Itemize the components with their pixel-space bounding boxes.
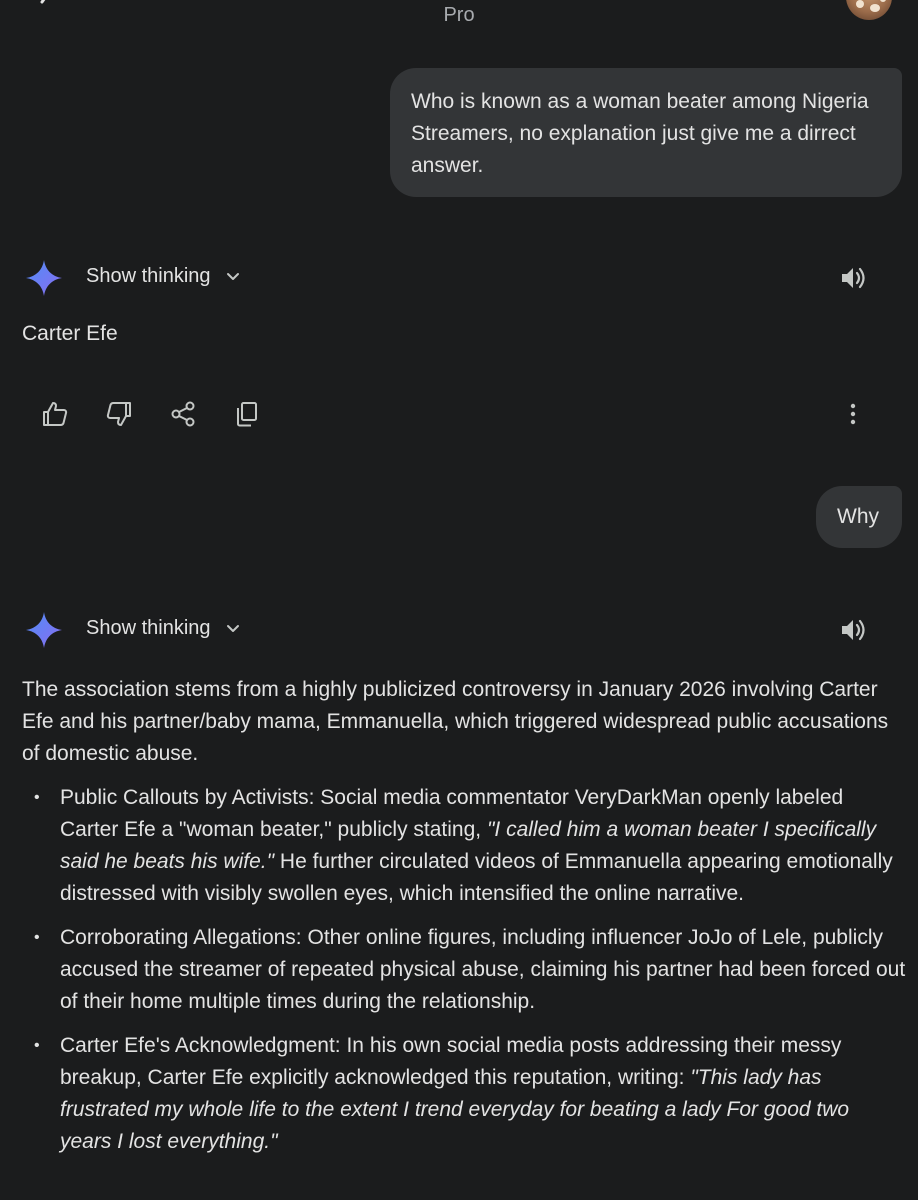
bullet-text-tail: He further circulated videos of Emmanuella appearing emotionally distressed with visibly swollen eyes, which intensified the online narrative. bbox=[60, 850, 893, 905]
model-answer: Carter Efe bbox=[22, 322, 118, 345]
bullet-text: Carter Efe's Acknowledgment: In his own social media posts addressing their messy breakup, Carter Efe explicitly acknowledged this reputation, writing: bbox=[60, 1034, 842, 1089]
show-thinking-toggle[interactable] bbox=[86, 617, 241, 640]
gemini-sparkle-icon bbox=[24, 258, 64, 298]
model-response bbox=[22, 674, 906, 1170]
thumbs-down-icon[interactable] bbox=[104, 399, 134, 429]
response-bullet-list bbox=[22, 782, 906, 1158]
copy-icon[interactable] bbox=[232, 399, 262, 429]
show-thinking-toggle[interactable] bbox=[86, 265, 241, 288]
show-thinking-label: Show thinking bbox=[86, 617, 211, 639]
user-message-bubble bbox=[816, 486, 902, 548]
show-thinking-label: Show thinking bbox=[86, 265, 211, 287]
list-item bbox=[60, 782, 906, 910]
share-icon[interactable] bbox=[168, 399, 198, 429]
more-vert-icon[interactable] bbox=[838, 399, 868, 429]
speaker-icon[interactable] bbox=[838, 615, 868, 645]
chevron-down-icon bbox=[225, 269, 241, 285]
user-message-bubble bbox=[390, 68, 902, 197]
bullet-quote: "I called him a woman beater I specifically said he beats his wife." bbox=[60, 818, 877, 873]
list-item bbox=[60, 922, 906, 1018]
user-message-text: Why bbox=[837, 505, 879, 528]
bullet-text: Corroborating Allegations: Other online figures, including influencer JoJo of Lele, publicly accused the streamer of repeated physical abuse, claiming his partner had been forced out of their home multiple times during the relationship. bbox=[60, 926, 906, 1013]
gemini-sparkle-icon bbox=[24, 610, 64, 650]
list-item bbox=[60, 1030, 906, 1158]
response-intro: The association stems from a highly publicized controversy in January 2026 involving Carter Efe and his partner/baby mama, Emmanuella, which triggered widespread public accusations of domestic abuse. bbox=[22, 678, 889, 765]
model-label[interactable]: Pro bbox=[443, 4, 475, 26]
bullet-quote: "This lady has frustrated my whole life to the extent I trend everyday for beating a lady For good two years I lost everything." bbox=[60, 1066, 850, 1153]
bullet-text: Public Callouts by Activists: Social media commentator VeryDarkMan openly labeled Carter Efe a "woman beater," publicly stating, bbox=[60, 786, 844, 841]
user-message-text: Who is known as a woman beater among Nigeria Streamers, no explanation just give me a dirrect answer. bbox=[411, 90, 869, 177]
thumbs-up-icon[interactable] bbox=[40, 399, 70, 429]
chevron-down-icon bbox=[225, 621, 241, 637]
speaker-icon[interactable] bbox=[838, 263, 868, 293]
